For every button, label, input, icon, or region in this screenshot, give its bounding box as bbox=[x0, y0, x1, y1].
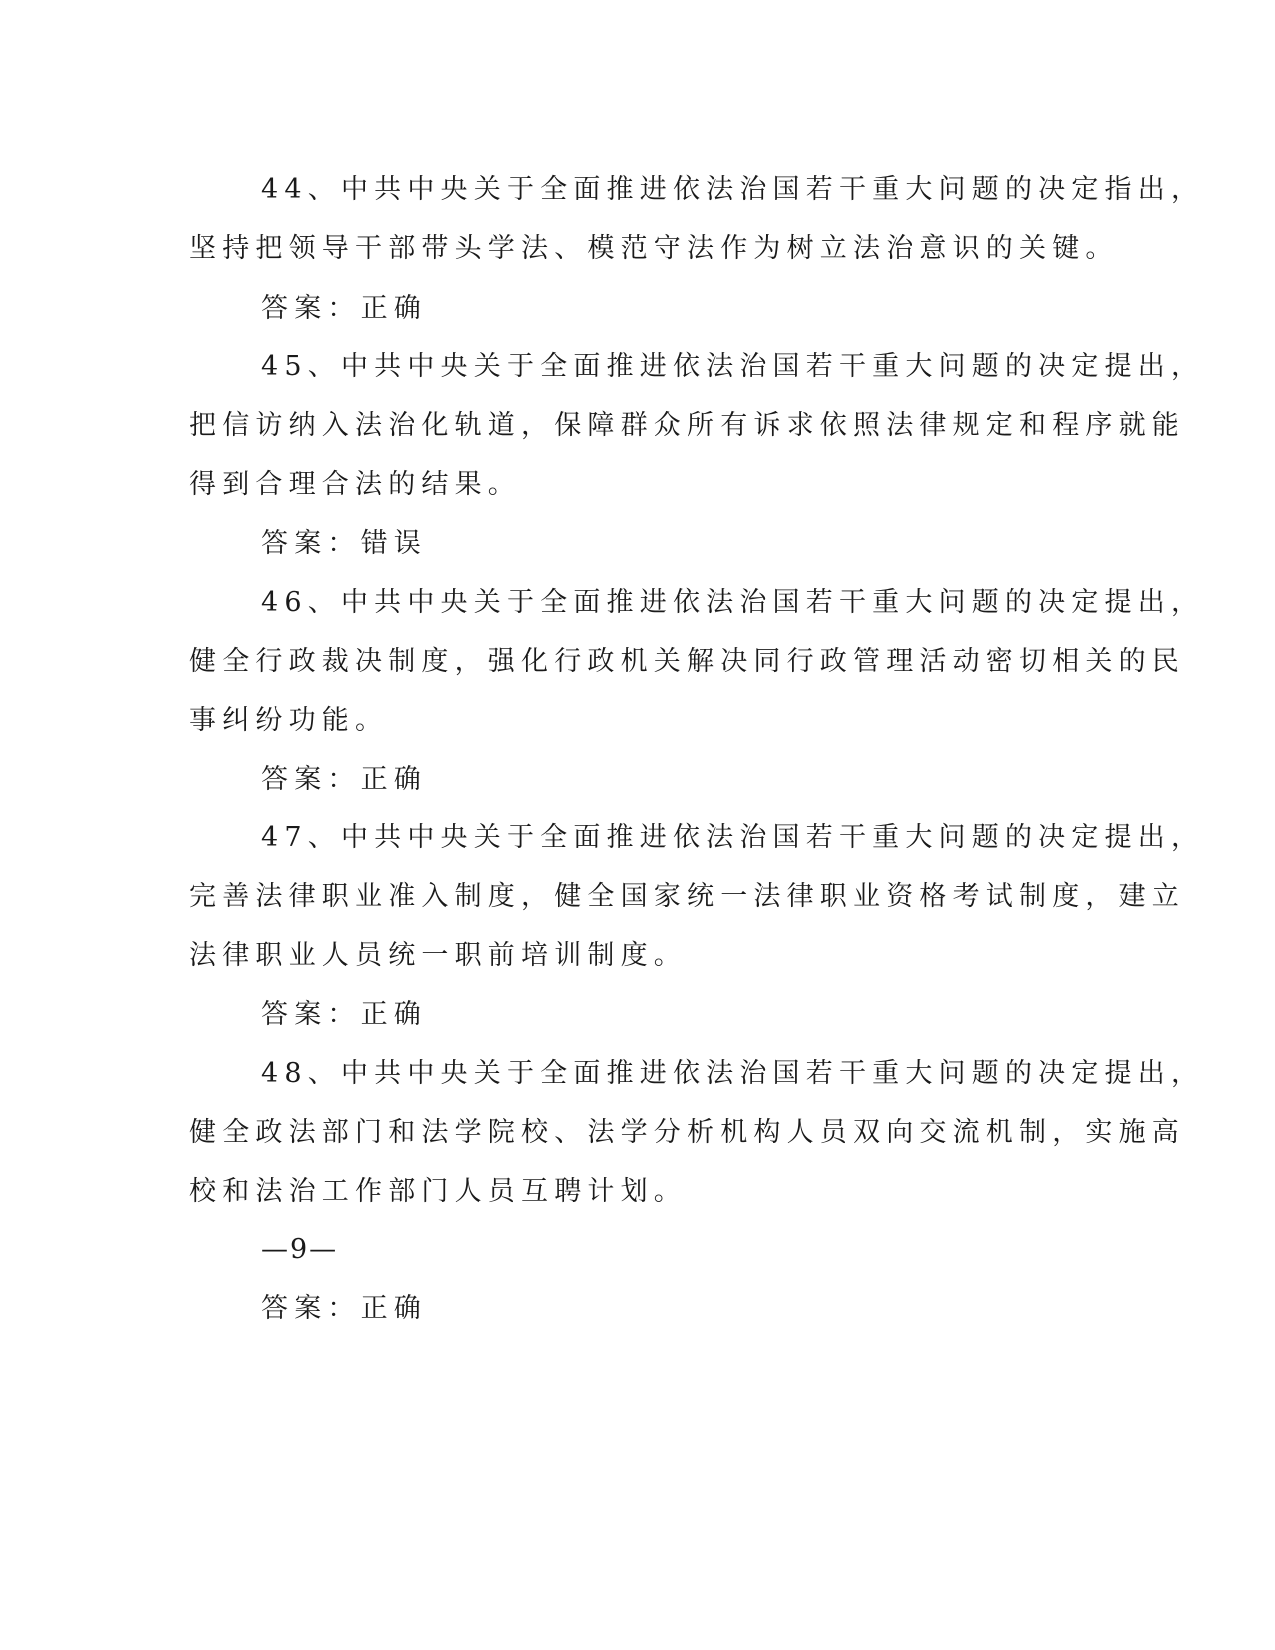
question-47-answer: 答案：正确 bbox=[261, 999, 427, 1030]
question-48-answer: 答案：正确 bbox=[261, 1293, 427, 1324]
question-46-line-1: 46、中共中央关于全面推进依法治国若干重大问题的决定提出， bbox=[261, 587, 1205, 618]
question-46-answer: 答案：正确 bbox=[261, 764, 427, 795]
question-45-line-1: 45、中共中央关于全面推进依法治国若干重大问题的决定提出， bbox=[261, 351, 1205, 382]
question-47-line-3: 法律职业人员统一职前培训制度。 bbox=[189, 940, 687, 971]
question-47-line-1: 47、中共中央关于全面推进依法治国若干重大问题的决定提出， bbox=[261, 822, 1205, 853]
question-46-line-3: 事纠纷功能。 bbox=[189, 705, 389, 736]
question-44-line-2: 坚持把领导干部带头学法、模范守法作为树立法治意识的关键。 bbox=[189, 233, 1119, 264]
question-46-line-2: 健全行政裁决制度，强化行政机关解决同行政管理活动密切相关的民 bbox=[189, 646, 1185, 677]
question-48-line-2: 健全政法部门和法学院校、法学分析机构人员双向交流机制，实施高 bbox=[189, 1117, 1185, 1148]
question-44-answer: 答案：正确 bbox=[261, 293, 427, 324]
question-47-line-2: 完善法律职业准入制度，健全国家统一法律职业资格考试制度，建立 bbox=[189, 881, 1185, 912]
question-45-line-2: 把信访纳入法治化轨道，保障群众所有诉求依照法律规定和程序就能 bbox=[189, 410, 1185, 441]
question-45-answer: 答案：错误 bbox=[261, 528, 427, 559]
question-44-line-1: 44、中共中央关于全面推进依法治国若干重大问题的决定指出， bbox=[261, 174, 1205, 205]
question-48-line-1: 48、中共中央关于全面推进依法治国若干重大问题的决定提出， bbox=[261, 1058, 1205, 1089]
question-48-line-3: 校和法治工作部门人员互聘计划。 bbox=[189, 1176, 687, 1207]
question-45-line-3: 得到合理合法的结果。 bbox=[189, 469, 521, 500]
page-number: —9— bbox=[261, 1234, 339, 1265]
